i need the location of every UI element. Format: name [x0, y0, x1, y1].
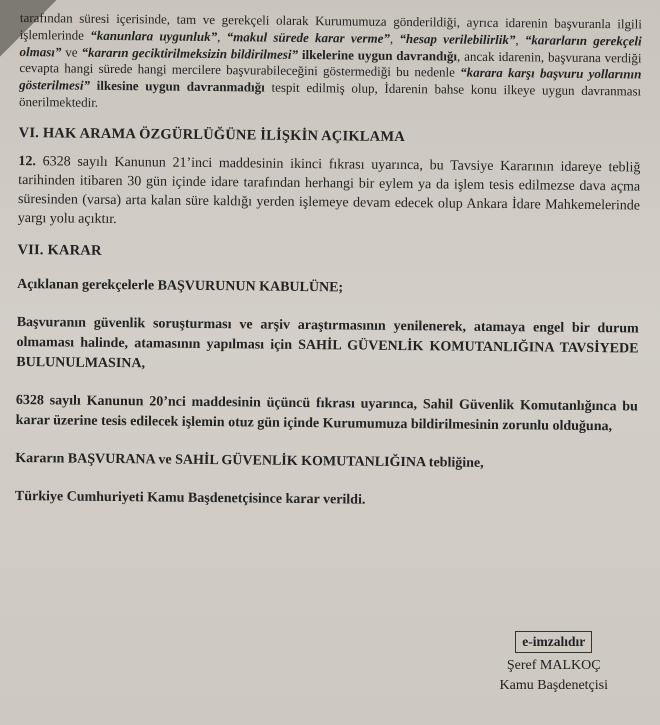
document-body: [15, 10, 642, 513]
decision-acceptance: Açıklanan gerekçelerle BAŞVURUNUN KABULÜNE;: [17, 276, 344, 296]
e-signature-stamp: e-imzalıdır: [515, 631, 592, 653]
decision-notification-duty: 6328 sayılı Kanunun 20’nci maddesinin üçüncü fıkrası uyarınca, Sahil Güvenlik Komutanlığınca bu karar üzerine tesis edilecek işlemin otuz gün içinde Kurumumuza bildirilmesinin zorunlu olduğuna,: [15, 392, 638, 435]
section-heading-7: VII. KARAR: [17, 242, 102, 260]
paragraph-number: 12.: [18, 154, 36, 170]
signature-block: [500, 631, 608, 696]
decision-recommendation: Başvuranın güvenlik soruşturması ve arşiv araştırmasının yenilenerek, atamaya engel bir durum olmaması halinde, atamasının yapılması için SAHİL GÜVENLİK KOMUTANLIĞINA TAVSİYEDE BULUNULMASINA,: [16, 314, 639, 372]
signatory-name: Şeref MALKOÇ: [506, 658, 601, 673]
decision-final: Türkiye Cumhuriyeti Kamu Başdenetçisince karar verildi.: [14, 488, 366, 508]
paragraph-findings: tarafından süresi içerisinde, tam ve gerekçeli olarak Kurumumuza gönderildiği, ayrıca idarenin başvuranla ilgili işlemlerinde “kanunlara uygunluk”, “makul sürede karar verme”, “hesap verilebilirlik”, “kararların gerekçeli olması” ve “kararın geciktirilmeksizin bildirilmesi” ilkelerine uygun davrandığı, ancak idarenin, başvurana verdiği cevapta hangi sürede hangi mercilere başvurabileceğini göstermediği bu nedenle “karara karşı başvuru yollarının gösterilmesi” ilkesine uygun davranmadığı tespit edilmiş olup, İdarenin bahse konu ilkeye uygun davranması önerilmektedir.: [18, 10, 642, 110]
decision-communication: Kararın BAŞVURANA ve SAHİL GÜVENLİK KOMUTANLIĞINA tebliğine,: [15, 450, 484, 471]
paragraph-12: 12. 6328 sayılı Kanunun 21’inci maddesinin ikinci fıkrası uyarınca, bu Tavsiye Kararının idareye tebliğ tarihinden itibaren 30 gün içinde idare tarafından herhangi bir eylem ya da işlem tesis edilmezse dava açma süresinden (varsa) arta kalan süre kaldığı yerden işlemeye devam edecek olup Ankara İdare Mahkemelerinde yargı yolu açıktır.: [17, 154, 641, 228]
signatory-title: Kamu Başdenetçisi: [499, 678, 608, 693]
section-heading-6: VI. HAK ARAMA ÖZGÜRLÜĞÜNE İLİŞKİN AÇIKLAMA: [18, 124, 406, 145]
